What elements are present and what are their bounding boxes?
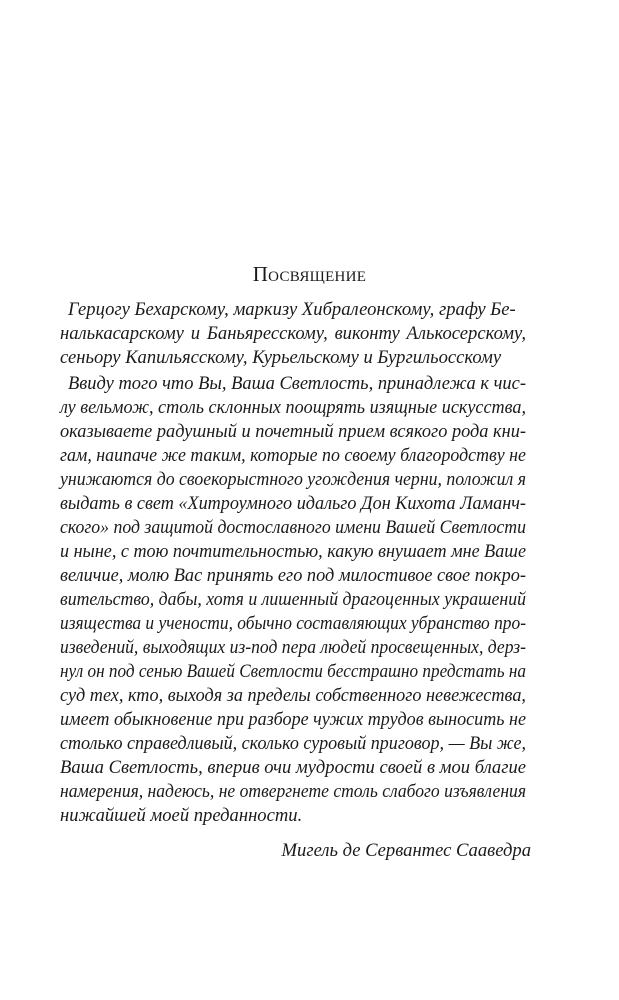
body-line: Ввиду того что Вы, Ваша Светлость, принадлежа к чис- bbox=[68, 373, 526, 394]
dedication-line: сеньору Капильясскому, Курьельскому и Бургильосскому bbox=[60, 347, 502, 368]
body-line: Ваша Светлость, вперив очи мудрости своей в мои благие bbox=[60, 757, 526, 778]
body-line: унижаются до своекорыстного угождения черни, положил я bbox=[60, 469, 526, 490]
body-line: лу вельмож, столь склонных поощрять изящные искусства, bbox=[60, 397, 526, 418]
body-line: столько справедливый, сколько суровый приговор, — Вы же, bbox=[60, 733, 526, 754]
body-line: выдать в свет «Хитроумного идальго Дон Кихота Ламанч- bbox=[60, 493, 526, 514]
body-line: суд тех, кто, выходя за пределы собственного невежества, bbox=[60, 685, 526, 706]
page-title: Посвящение bbox=[252, 262, 367, 286]
body-line: оказываете радушный и почетный прием всякого рода кни- bbox=[60, 421, 526, 442]
dedication-line: Герцогу Бехарскому, маркизу Хибралеонскому, графу Бе- bbox=[68, 299, 516, 320]
body-line: ского» под защитой достославного имени Вашей Светлости bbox=[60, 517, 526, 538]
body-line: нижайшей моей преданности. bbox=[60, 805, 303, 826]
author-signature: Мигель де Сервантес Сааведра bbox=[281, 840, 531, 861]
body-line: гам, наипаче же таким, которые по своему благородству не bbox=[60, 445, 526, 466]
body-line: изящества и учености, обычно составляющих убранство про- bbox=[60, 613, 526, 634]
body-line: нул он под сенью Вашей Светлости бесстрашно предстать на bbox=[60, 661, 526, 682]
dedication-line: налькасарскому и Баньяресскому, виконту Алькосерскому, bbox=[60, 323, 526, 344]
body-line: и ныне, с тою почтительностью, какую внушает мне Ваше bbox=[60, 541, 526, 562]
body-line: имеет обыкновение при разборе чужих трудов выносить не bbox=[60, 709, 526, 730]
body-line: величие, молю Вас принять его под милостивое свое покро- bbox=[60, 565, 526, 586]
body-line: вительство, дабы, хотя и лишенный драгоценных украшений bbox=[60, 589, 526, 610]
body-line: намерения, надеюсь, не отвергнете столь слабого изъявления bbox=[60, 781, 526, 802]
body-line: изведений, выходящих из-под пера людей просвещенных, дерз- bbox=[60, 637, 526, 658]
